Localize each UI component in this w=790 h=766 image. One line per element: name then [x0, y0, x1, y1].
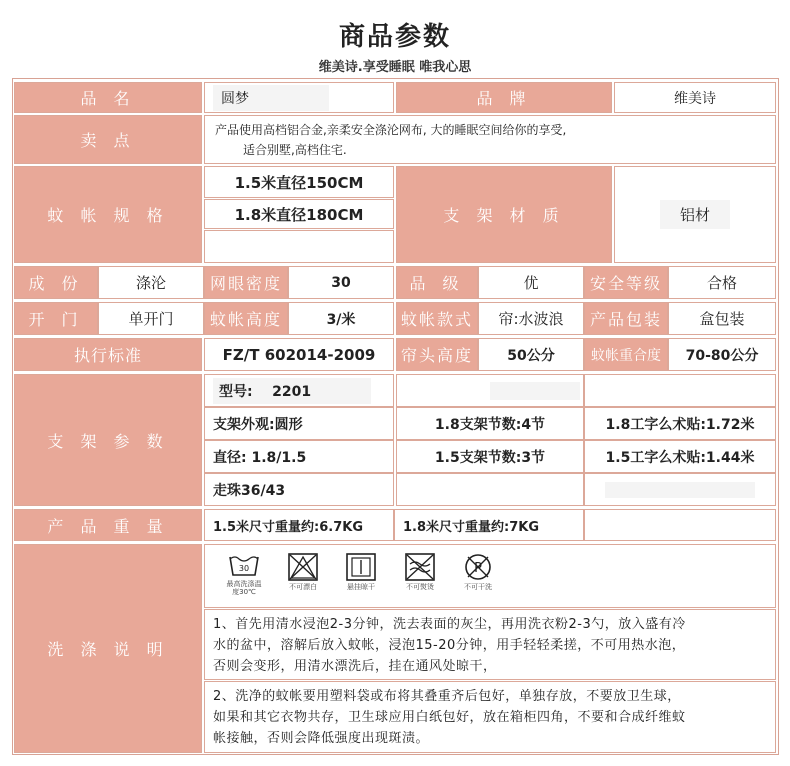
- wash-label: 洗 涤 说 明: [14, 544, 202, 753]
- height-label: 蚊帐高度: [204, 302, 288, 335]
- name-label: 品 名: [14, 82, 202, 113]
- style-label: 蚊帐款式: [396, 302, 478, 335]
- page-subtitle: 维美诗.享受睡眠 唯我心思: [318, 60, 472, 75]
- standard-value: FZ/T 602014-2009: [204, 338, 394, 371]
- density-value: 30: [288, 266, 394, 299]
- grade-value: 优: [478, 266, 584, 299]
- curtain-height-label: 帘头高度: [396, 338, 478, 371]
- frame-empty-3: [584, 374, 776, 407]
- page-title: 商品参数: [338, 22, 451, 52]
- spec-180: 1.8米直径180CM: [204, 199, 394, 229]
- model-label: 型号:: [219, 383, 253, 400]
- package-label: 产品包装: [584, 302, 668, 335]
- model-value: 2201: [272, 383, 312, 400]
- package-value: 盒包装: [668, 302, 776, 335]
- hang-dry-icon: 悬挂晾干: [345, 552, 377, 591]
- frame-shape: 支架外观:圆形: [204, 407, 394, 440]
- curtain-height-value: 50公分: [478, 338, 584, 371]
- spec-150: 1.5米直径150CM: [204, 166, 394, 198]
- spec-empty: [204, 230, 394, 263]
- density-label: 网眼密度: [204, 266, 288, 299]
- frame-empty-2: [396, 473, 584, 506]
- overlap-label: 蚊帐重合度: [584, 338, 668, 371]
- grade-label: 品 级: [396, 266, 478, 299]
- selling-points: [204, 115, 776, 164]
- no-dry-clean-icon: P 不可干洗: [462, 552, 494, 591]
- joints-18: 1.8支架节数:4节: [396, 407, 584, 440]
- selling-line-2: 适合别墅,高档住宅.: [243, 143, 347, 157]
- brand-value: 维美诗: [614, 82, 776, 113]
- composition-value: 涤沦: [98, 266, 204, 299]
- wash-30-icon: 30 最高洗涤温度30℃: [226, 553, 262, 596]
- weight-label: 产 品 重 量: [14, 509, 202, 541]
- name-value: 圆梦: [204, 82, 394, 113]
- frame-empty-1: [396, 374, 584, 407]
- joints-15: 1.5支架节数:3节: [396, 440, 584, 473]
- weight-15: 1.5米尺寸重量约:6.7KG: [204, 509, 394, 541]
- door-value: 单开门: [98, 302, 204, 335]
- frame-label: 支 架 参 数: [14, 374, 202, 506]
- svg-text:30: 30: [238, 564, 250, 573]
- selling-label: 卖 点: [14, 115, 202, 164]
- wash-paragraph-2: 2、洗净的蚊帐要用塑料袋或布将其叠重齐后包好，单独存放，不要放卫生球， 如果和其它衣物共存，卫生球应用白纸包好，放在箱柜四角，不要和合成纤维蚊 帐接触，否则会降低强度出现斑渍。: [204, 681, 776, 753]
- frame-beads: 走珠36/43: [204, 473, 394, 506]
- height-value: 3/米: [288, 302, 394, 335]
- svg-text:P: P: [474, 561, 482, 576]
- style-value: 帘:水波浪: [478, 302, 584, 335]
- tape-18: 1.8工字么术贴:1.72米: [584, 407, 776, 440]
- safety-label: 安全等级: [584, 266, 668, 299]
- material-value: 铝材: [614, 166, 776, 263]
- brand-label: 品 牌: [396, 82, 612, 113]
- frame-diameter: 直径: 1.8/1.5: [204, 440, 394, 473]
- material-label: 支 架 材 质: [396, 166, 612, 263]
- weight-18: 1.8米尺寸重量约:7KG: [394, 509, 584, 541]
- wash-paragraph-1: 1、首先用清水浸泡2-3分钟，洗去表面的灰尘，再用洗衣粉2-3勺，放入盛有冷 水的盆中，溶解后放入蚊帐，浸泡15-20分钟，用手轻轻柔搓，不可用热水泡， 否则会变形，用清水漂洗后，挂在通风处晾干，: [204, 609, 776, 680]
- weight-empty: [584, 509, 776, 541]
- tape-15: 1.5工字么术贴:1.44米: [584, 440, 776, 473]
- safety-value: 合格: [668, 266, 776, 299]
- frame-empty-4: [584, 473, 776, 506]
- selling-line-1: 产品使用高档铝合金,亲柔安全涤沦网布, 大的睡眠空间给你的享受,: [215, 123, 567, 137]
- door-label: 开 门: [14, 302, 98, 335]
- overlap-value: 70-80公分: [668, 338, 776, 371]
- model-cell: [204, 374, 394, 407]
- no-bleach-icon: 不可漂白: [287, 552, 319, 591]
- composition-label: 成 份: [14, 266, 98, 299]
- no-tumble-dry-icon: 不可熨烫: [404, 552, 436, 591]
- standard-label: 执行标准: [14, 338, 202, 371]
- spec-label: 蚊 帐 规 格: [14, 166, 202, 263]
